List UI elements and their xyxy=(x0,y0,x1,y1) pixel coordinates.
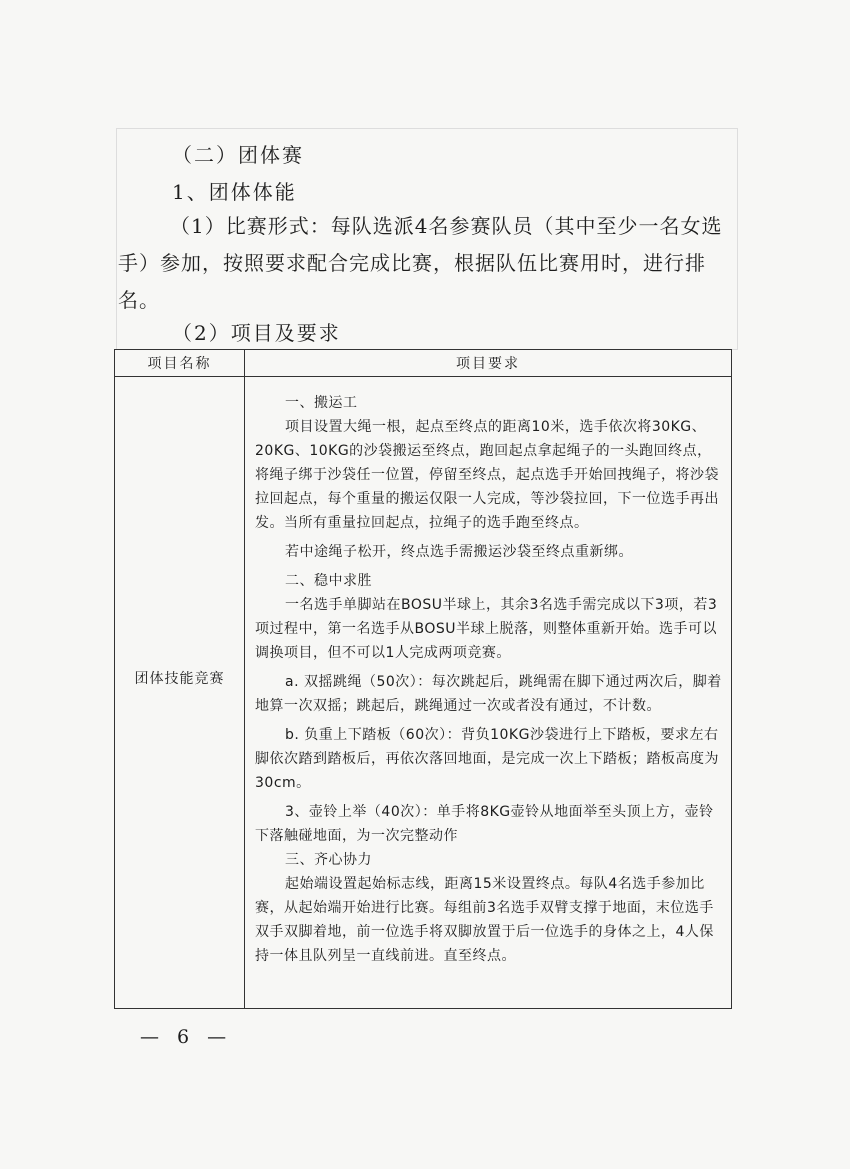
requirements-table xyxy=(114,349,732,1009)
table-header-name: 项目名称 xyxy=(115,350,245,377)
requirement-paragraph: 若中途绳子松开，终点选手需搬运沙袋至终点重新绑。 xyxy=(285,544,633,560)
competition-format-paragraph: （1）比赛形式：每队选派4名参赛队员（其中至少一名女选手）参加，按照要求配合完成比赛，根据队伍比赛用时，进行排名。 xyxy=(118,214,723,312)
requirement-paragraph: 项目设置大绳一根，起点至终点的距离10米，选手依次将30KG、20KG、10KG的沙袋搬运至终点，跑回起点拿起绳子的一头跑回终点，将绳子绑于沙袋任一位置，停留至终点，起点选手开始回拽绳子，将沙袋拉回起点，每个重量的搬运仅限一人完成，等沙袋拉回，下一位选手再出发。当所有重量拉回起点，拉绳子的选手跑至终点。 xyxy=(255,419,719,531)
requirement-paragraph: 一、搬运工 xyxy=(285,395,358,411)
team-competition-heading: （二）团体赛 xyxy=(172,143,304,167)
table-header-requirements: 项目要求 xyxy=(245,350,731,377)
requirement-paragraph: b. 负重上下踏板（60次）：背负10KG沙袋进行上下踏板，要求左右脚依次踏到踏板后，再依次落回地面，是完成一次上下踏板；踏板高度为30cm。 xyxy=(255,727,719,791)
team-physical-heading: 1、团体体能 xyxy=(172,180,297,204)
items-requirements-heading: （2）项目及要求 xyxy=(172,321,341,345)
requirement-paragraph: 一名选手单脚站在BOSU半球上，其余3名选手需完成以下3项，若3项过程中，第一名选手从BOSU半球上脱落，则整体重新开始。选手可以调换项目，但不可以1人完成两项竞赛。 xyxy=(255,597,718,661)
requirement-paragraph: 二、稳中求胜 xyxy=(285,573,372,589)
requirement-paragraph: 起始端设置起始标志线，距离15米设置终点。每队4名选手参加比赛，从起始端开始进行比赛。每组前3名选手双臂支撑于地面，末位选手双手双脚着地，前一位选手将双脚放置于后一位选手的身体之上，4人保持一体且队列呈一直线前进。直至终点。 xyxy=(255,876,714,964)
requirement-paragraph: 3、壶铃上举（40次）：单手将8KG壶铃从地面举至头顶上方，壶铃下落触碰地面，为一次完整动作 xyxy=(255,804,714,844)
requirement-paragraph: a. 双摇跳绳（50次）：每次跳起后，跳绳需在脚下通过两次后，脚着地算一次双摇；跳起后，跳绳通过一次或者没有通过，不计数。 xyxy=(255,674,722,714)
table-row-requirements xyxy=(245,377,731,1008)
table-row-name: 团体技能竞赛 xyxy=(115,377,245,1008)
page-number: — 6 — xyxy=(140,1026,233,1048)
requirement-paragraph: 三、齐心协力 xyxy=(285,852,372,868)
